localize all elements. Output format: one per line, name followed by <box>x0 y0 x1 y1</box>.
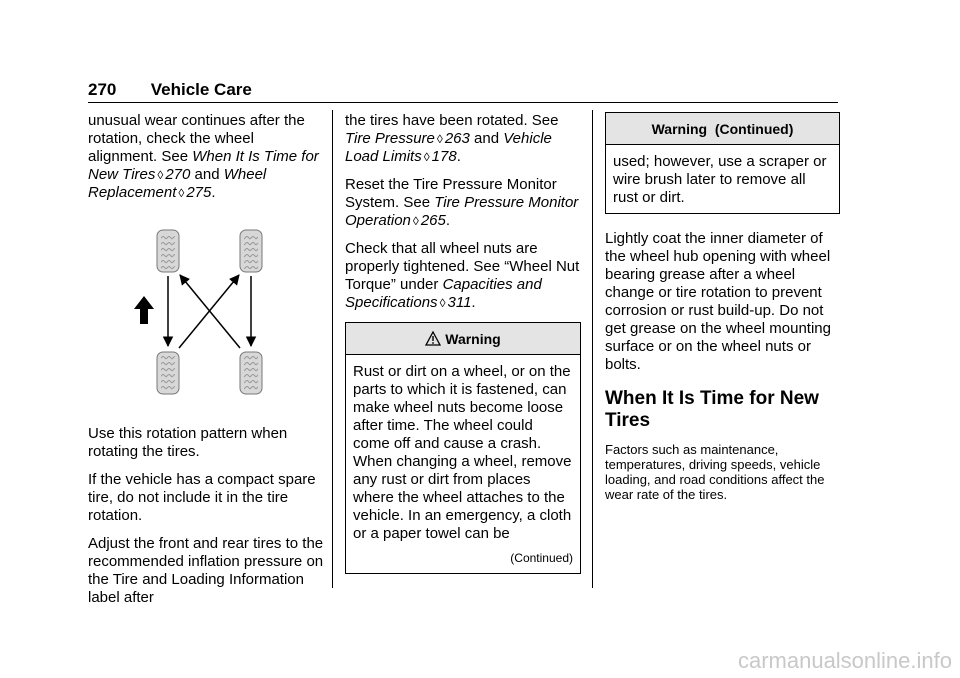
tire-front-right-icon <box>240 230 262 272</box>
tire-rotation-diagram <box>88 212 324 417</box>
link-vehicle-load-limits[interactable]: Vehicle Load Limits <box>345 130 552 165</box>
column-1 <box>88 112 324 617</box>
warning-continued-text: used; however, use a scraper or wire brush later to remove all rust or dirt. <box>613 153 827 206</box>
tire-front-left-icon <box>157 230 179 272</box>
link-tpms-operation-page[interactable]: 265 <box>420 212 446 229</box>
warning-triangle-icon <box>425 331 441 346</box>
warning-continued-box <box>605 112 840 214</box>
tire-rear-left-icon <box>157 352 179 394</box>
warning-box <box>345 322 581 574</box>
warning-body <box>346 355 580 573</box>
site-watermark: carmanualsonline.info <box>737 648 952 673</box>
continued-label: (Continued) <box>510 551 573 565</box>
warning-header <box>346 323 580 355</box>
warning-text: Rust or dirt on a wheel, or on the parts to which it is fastened, can make wheel nuts become loose after time. The wheel could come off and cause a crash. When changing a wheel, remove any rust or dirt from places where the wheel attaches to the vehicle. In an emergency, a cloth or a paper towel can be <box>353 363 572 542</box>
link-tpms-operation[interactable]: Tire Pressure Monitor Operation <box>345 194 579 229</box>
page-reference-arrow-icon: ◊ <box>178 186 185 200</box>
page-number: 270 <box>88 80 117 99</box>
warning-continued-header: Warning (Continued) <box>606 113 839 145</box>
section-title: Vehicle Care <box>150 80 252 99</box>
warning-continued-body <box>606 145 839 213</box>
section-heading-new-tires: When It Is Time for New Tires <box>605 388 819 431</box>
grease-paragraph: Lightly coat the inner diameter of the wheel hub opening with wheel bearing grease after a wheel change or tire rotation to prevent corrosion or rust build-up. Do not get grease on the wheel mounting surface or on the wheel nuts or bolts. <box>605 230 831 373</box>
inflation-paragraph: Adjust the front and rear tires to the recommended inflation pressure on the Tire and Loading Information label after <box>88 535 324 606</box>
link-new-tires[interactable]: When It Is Time for New Tires <box>88 148 319 183</box>
column-divider-1 <box>332 110 333 588</box>
tire-pressure-paragraph: the tires have been rotated. See Tire Pressure ◊ 263 and Vehicle Load Limits ◊ 178. <box>345 112 559 165</box>
tire-rear-right-icon <box>240 352 262 394</box>
tpms-reset-paragraph: Reset the Tire Pressure Monitor System. See Tire Pressure Monitor Operation ◊ 265. <box>345 176 579 229</box>
column-divider-2 <box>592 110 593 588</box>
link-capacities-specifications-page[interactable]: 311 <box>447 294 472 311</box>
link-new-tires-page[interactable]: 270 <box>165 166 191 183</box>
link-wheel-replacement-page[interactable]: 275 <box>186 184 212 201</box>
rotation-arrows <box>168 275 251 348</box>
column-2 <box>345 112 581 574</box>
warning-title: Warning <box>445 331 501 347</box>
link-tire-pressure[interactable]: Tire Pressure <box>345 130 435 147</box>
rotation-pattern-paragraph: Use this rotation pattern when rotating the tires. <box>88 425 288 460</box>
page-reference-arrow-icon: ◊ <box>157 168 164 182</box>
link-wheel-replacement[interactable]: Wheel Replacement <box>88 166 267 201</box>
link-capacities-specifications[interactable]: Capacities and Specifications <box>345 276 542 311</box>
compact-spare-paragraph: If the vehicle has a compact spare tire, do not include it in the tire rotation. <box>88 471 316 524</box>
page-reference-arrow-icon: ◊ <box>423 150 430 164</box>
page-header <box>88 80 252 100</box>
wear-factors-paragraph: Factors such as maintenance, temperatures, driving speeds, vehicle loading, and road conditions affect the wear rate of the tires. <box>605 442 825 502</box>
alignment-paragraph: unusual wear continues after the rotation, check the wheel alignment. See When It Is Time for New Tires ◊ 270 and Wheel Replacement ◊ 275. <box>88 112 319 201</box>
link-vehicle-load-limits-page[interactable]: 178 <box>431 148 457 165</box>
page-reference-arrow-icon: ◊ <box>439 296 446 310</box>
column-3 <box>605 112 840 512</box>
link-tire-pressure-page[interactable]: 263 <box>444 130 470 147</box>
header-rule <box>88 102 838 103</box>
front-direction-arrow-icon <box>134 296 154 324</box>
wheel-nuts-paragraph: Check that all wheel nuts are properly tightened. See “Wheel Nut Torque” under Capacities and Specifications ◊ 311. <box>345 240 580 311</box>
page-reference-arrow-icon: ◊ <box>412 214 419 228</box>
page-reference-arrow-icon: ◊ <box>436 132 443 146</box>
